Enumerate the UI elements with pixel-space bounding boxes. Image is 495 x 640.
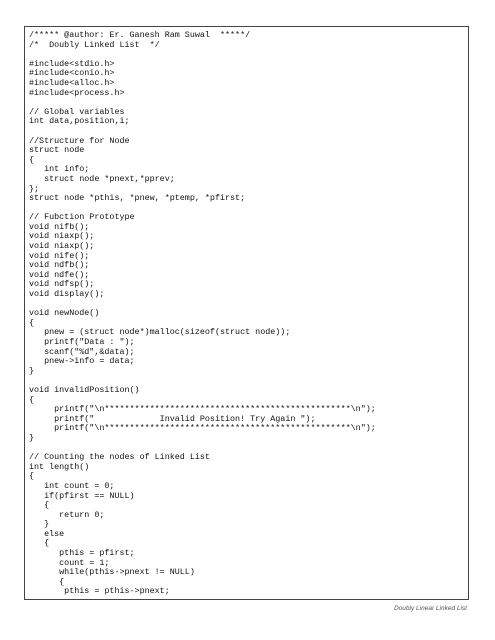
code-line: {	[29, 538, 50, 549]
code-line: struct node	[29, 145, 85, 156]
code-line: int count = 0;	[29, 480, 115, 491]
code-line: void nifb();	[29, 221, 90, 232]
code-line: printf("\n*************************************************\n");	[29, 423, 376, 434]
code-line: while(pthis->pnext != NULL)	[29, 567, 195, 578]
code-line: void newNode()	[29, 308, 100, 319]
code-line: /***** @author: Er. Ganesh Ram Suwal *****/	[29, 30, 251, 40]
code-line: int info;	[29, 164, 90, 175]
code-line: void niaxp();	[29, 231, 95, 242]
code-listing	[29, 31, 376, 597]
code-line: void ndfb();	[29, 260, 90, 271]
code-line: struct node *pthis, *pnew, *ptemp, *pfirst;	[29, 193, 246, 204]
code-line: pthis = pthis->pnext;	[29, 586, 170, 597]
code-line: printf("\n*************************************************\n");	[29, 404, 376, 415]
code-line: int data,position,i;	[29, 116, 130, 127]
code-line: #include<process.h>	[29, 87, 125, 98]
code-line: {	[29, 394, 35, 405]
code-line: printf("Data : ");	[29, 337, 135, 347]
code-line: }	[29, 519, 50, 530]
code-line: pnew = (struct node*)malloc(sizeof(struct node));	[29, 327, 291, 338]
code-line: #include<stdio.h>	[29, 58, 115, 69]
code-line: {	[29, 500, 50, 511]
code-line: {	[29, 576, 65, 587]
code-line: int length()	[29, 461, 90, 472]
code-line: };	[29, 183, 40, 194]
code-line: {	[29, 471, 35, 482]
code-line: void display();	[29, 289, 105, 300]
code-listing-box	[24, 26, 469, 600]
code-line: }	[29, 432, 35, 443]
code-line: void ndfsp();	[29, 279, 95, 290]
code-line: scanf("%d",&data);	[29, 346, 135, 357]
code-line: void invalidPosition()	[29, 384, 140, 395]
code-line: #include<alloc.h>	[29, 77, 115, 88]
code-line: /* Doubly Linked List */	[29, 39, 160, 50]
code-line: void niaxp();	[29, 241, 95, 252]
code-line: else	[29, 528, 65, 539]
code-line: void nife();	[29, 250, 90, 261]
code-line: #include<conio.h>	[29, 68, 115, 79]
page-footer-title: Doubly Linear Linked List	[394, 605, 467, 612]
code-line: return 0;	[29, 509, 105, 520]
code-line: count = 1;	[29, 557, 110, 568]
code-line: if(pfirst == NULL)	[29, 490, 135, 501]
code-line: {	[29, 154, 35, 165]
code-line: printf(" Invalid Position! Try Again ");	[29, 413, 316, 424]
code-line: pthis = pfirst;	[29, 548, 135, 559]
code-line: {	[29, 317, 35, 328]
code-line: //Structure for Node	[29, 135, 130, 146]
code-line: pnew->info = data;	[29, 356, 135, 367]
code-line: // Fubction Prototype	[29, 212, 135, 223]
code-line: struct node *pnext,*pprev;	[29, 173, 175, 184]
code-line: }	[29, 365, 35, 376]
code-line: // Counting the nodes of Linked List	[29, 452, 210, 463]
code-line: void ndfe();	[29, 269, 90, 280]
code-line: // Global variables	[29, 106, 125, 117]
